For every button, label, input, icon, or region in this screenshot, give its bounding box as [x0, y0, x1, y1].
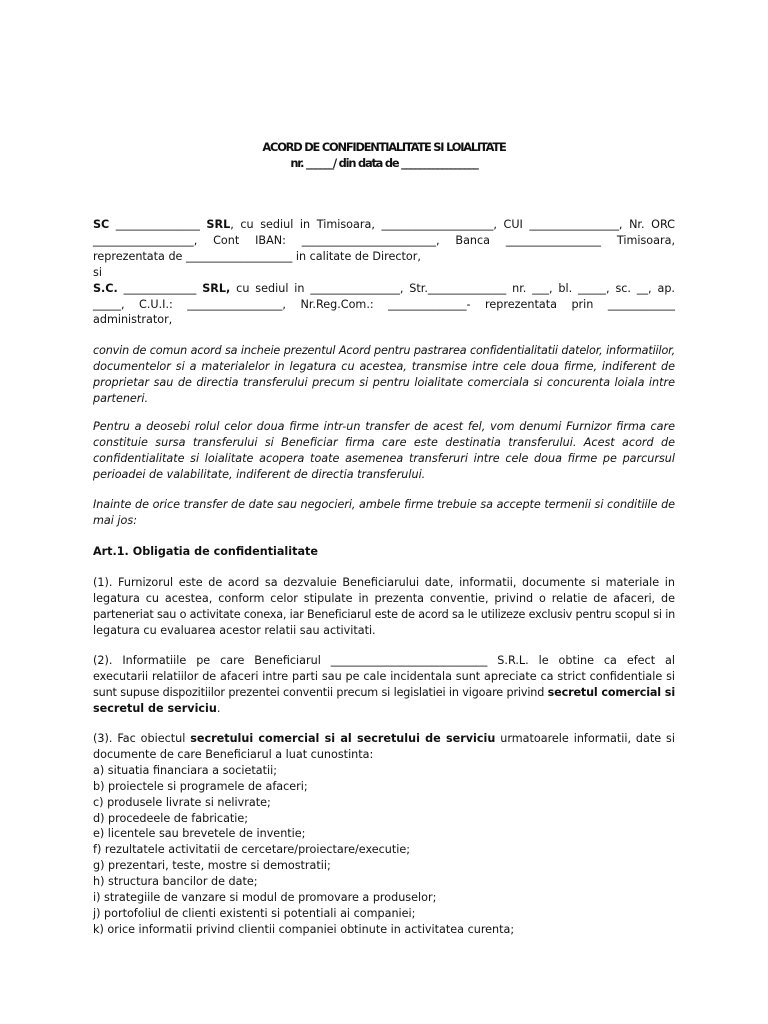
- list-item: c) produsele livrate si nelivrate;: [93, 795, 271, 809]
- text-line: convin de comun acord sa incheie prezentul Acord pentru pastrarea confidentialitatii datelor, informatiilor,: [93, 344, 675, 357]
- text-line: legatura cu evaluarea acestor relatii sau activitati.: [93, 623, 376, 637]
- party1-line1: [93, 217, 675, 233]
- list-item: k) orice informatii privind clientii companiei obtinute in activitatea curenta;: [93, 922, 515, 936]
- intro-paragraph-2: [93, 419, 675, 483]
- text-line: mai jos:: [93, 513, 137, 527]
- party1-details: , cu sediul in Timisoara, ____________________, CUI ________________, Nr. ORC: [230, 218, 675, 231]
- list-item: f) rezultatele activitatii de cercetare/proiectare/executie;: [93, 843, 410, 857]
- clause-2: [93, 653, 675, 717]
- list-item: d) procedeele de fabricatie;: [93, 811, 249, 825]
- clause-3: [93, 731, 675, 938]
- text-line: (2). Informatiile pe care Beneficiarul ____________________________ S.R.L. le obtine ca efect al: [93, 654, 675, 667]
- text-segment: sunt supuse dispozitiilor prezentei conventii precum si legislatiei in vigoare privind: [93, 685, 548, 699]
- text-line: executarii relatiilor de afaceri intre parti sau pe cale incidentala sunt apreciate ca strict confidentiale si: [93, 669, 675, 683]
- party2-details: cu sediul in ________________, Str.______________ nr. ___, bl. _____, sc. __, ap.: [230, 281, 675, 295]
- party2-srl: SRL,: [202, 281, 231, 295]
- text-line: [93, 685, 675, 701]
- text-segment: .: [216, 701, 221, 715]
- text-segment: urmatoarele informatii, date si: [495, 732, 675, 745]
- text-line: constituie sursa transferului si Beneficiar firma care este destinatia transferului. Acest acord de: [93, 435, 675, 449]
- text-line: Pentru a deosebi rolul celor doua firme intr-un transfer de acest fel, vom denumi Furnizor firma care: [93, 420, 675, 433]
- party2-type: S.C.: [93, 281, 118, 295]
- text-line: proprietar sau de directia transferului precum si pentru loialitate comerciala si concurenta loiala intre: [93, 375, 675, 389]
- document-title: [0, 139, 768, 171]
- text-segment: (3). Fac obiectul: [93, 732, 191, 745]
- parties-block: [93, 217, 675, 328]
- article-heading-text: Art.1. Obligatia de confidentialitate: [93, 545, 318, 558]
- list-item: j) portofoliul de clienti existenti si potentiali ai companiei;: [93, 906, 416, 920]
- text-line: perioadei de valabilitate, indiferent de directia transferului.: [93, 467, 426, 481]
- text-line: (1). Furnizorul este de acord sa dezvaluie Beneficiarului date, informatii, documente si materiale in: [93, 576, 675, 589]
- text-line: parteneri.: [93, 391, 149, 405]
- text-line: confidentialitate si loialitate acopera toate asemenea transferuri intre cele doua firme pe parcursul: [93, 451, 675, 465]
- clause-1: [93, 575, 675, 639]
- party2-name-blank: _____________: [117, 281, 203, 295]
- text-line: parteneriat sau o activitate conexa, iar Beneficiarul este de acord sa le utilizeze exclusiv pentru scopul si in: [93, 607, 675, 621]
- list-item: b) proiectele si programele de afaceri;: [93, 779, 308, 793]
- article-1-heading: [93, 544, 675, 560]
- text-line: legatura cu acestea, conform celor stipulate in prezenta conventie, privind o relatie de afaceri, de: [93, 591, 675, 605]
- party1-line2: __________________, Cont IBAN: ________________________, Banca _________________ Timisoara,: [93, 233, 675, 247]
- title-line: ACORD DE CONFIDENTIALITATE SI LOIALITATE: [262, 140, 506, 154]
- list-item: e) licentele sau brevetele de inventie;: [93, 827, 306, 841]
- intro-paragraph-1: [93, 343, 675, 407]
- party1-type: SC: [93, 218, 110, 231]
- text-line: [93, 701, 675, 717]
- party1-name-blank: _______________: [115, 218, 200, 231]
- party1-line3: reprezentata de ___________________ in calitate de Director,: [93, 249, 421, 263]
- text-line: Inainte de orice transfer de date sau negocieri, ambele firme trebuie sa accepte termenii si conditiile de: [93, 498, 675, 511]
- list-item: g) prezentari, teste, mostre si demostratii;: [93, 859, 331, 873]
- text-line: [93, 731, 675, 747]
- list-item: a) situatia financiara a societatii;: [93, 763, 278, 777]
- bold-term: secretului comercial si al secretului de serviciu: [190, 732, 496, 745]
- bold-term: secretul de serviciu: [93, 701, 217, 715]
- intro-paragraph-3: [93, 497, 675, 529]
- bold-term: secretul comercial si: [547, 685, 675, 699]
- list-item: h) structura bancilor de date;: [93, 875, 258, 889]
- party1-srl: SRL: [206, 218, 231, 231]
- text-line: documentelor si a materialelor in legatura cu acestea, transmise intre cele doua firme, indiferent de: [93, 359, 675, 373]
- list-item: i) strategiile de vanzare si modul de promovare a produselor;: [93, 891, 437, 905]
- conjunction-si: si: [93, 265, 102, 279]
- party2-line3: administrator,: [93, 313, 173, 327]
- document-number-line: nr. ______/ din data de _________________: [290, 156, 478, 170]
- party2-line2: _____, C.U.I.: _________________, Nr.Reg.Com.: ______________- reprezentata prin ____________: [93, 297, 675, 311]
- text-line: documente de care Beneficiarul a luat cunostinta:: [93, 747, 374, 761]
- party2-line1: [93, 281, 675, 297]
